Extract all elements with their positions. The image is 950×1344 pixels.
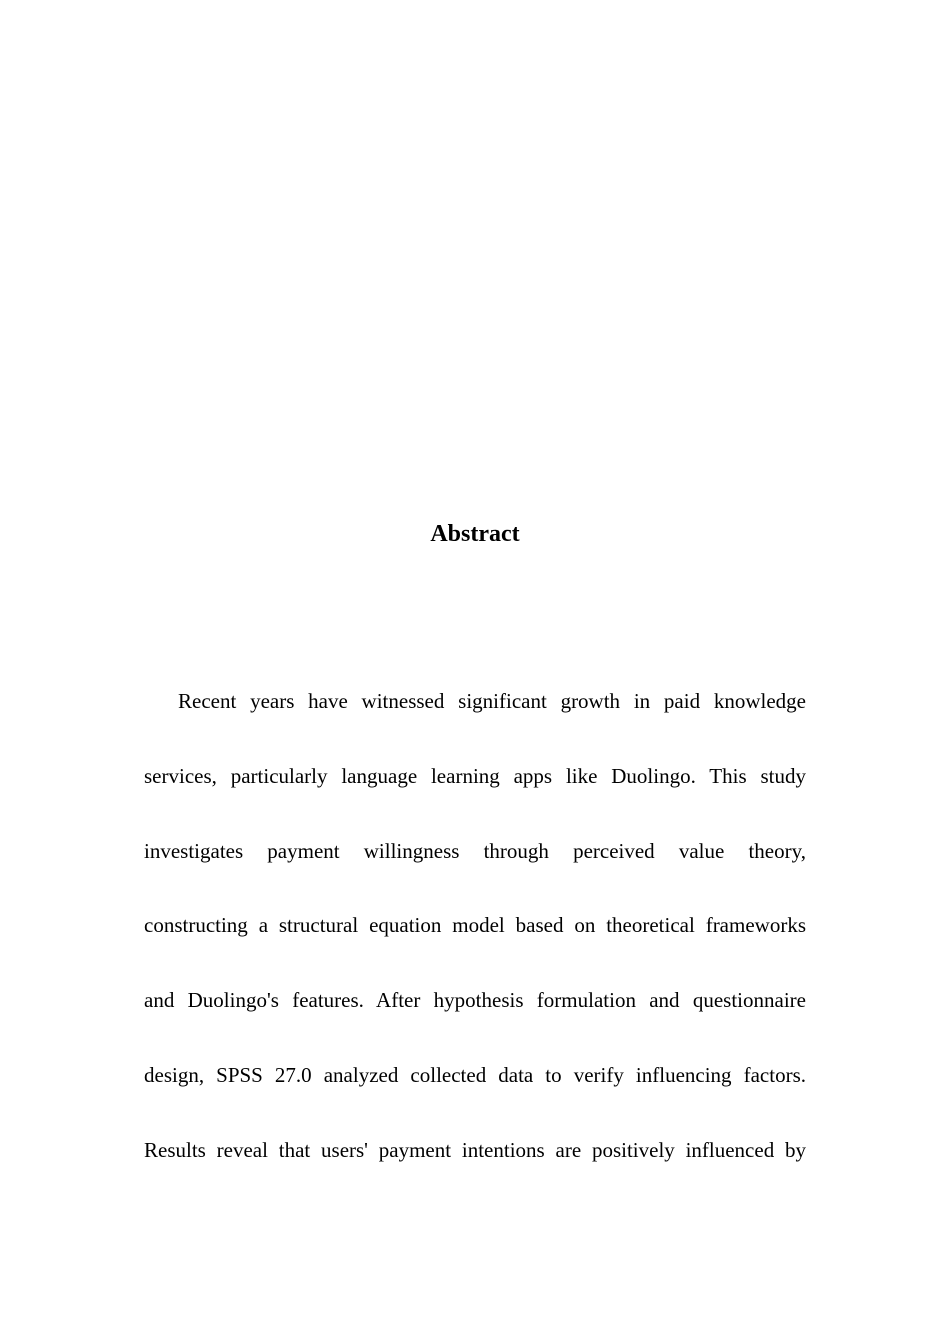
- abstract-heading: Abstract: [430, 521, 520, 547]
- abstract-line-text: investigates payment willingness through perceived value theory,: [144, 838, 806, 863]
- abstract-line-text: and Duolingo's features. After hypothesis formulation and questionnaire: [144, 988, 806, 1013]
- abstract-body: [144, 686, 806, 1210]
- abstract-line: [144, 1135, 806, 1210]
- abstract-line: [144, 1060, 806, 1135]
- abstract-line-text: Recent years have witnessed significant growth in paid knowledge: [178, 689, 806, 713]
- abstract-line-text: constructing a structural equation model based on theoretical frameworks: [144, 913, 806, 938]
- abstract-line-text: Results reveal that users' payment intentions are positively influenced by: [144, 1137, 806, 1162]
- abstract-line: [144, 910, 806, 985]
- abstract-line-text: services, particularly language learning apps like Duolingo. This study: [144, 763, 806, 788]
- abstract-line: [144, 686, 806, 761]
- abstract-line: [144, 985, 806, 1060]
- abstract-line: [144, 836, 806, 911]
- abstract-line: [144, 761, 806, 836]
- abstract-line-text: design, SPSS 27.0 analyzed collected data to verify influencing factors.: [144, 1062, 806, 1087]
